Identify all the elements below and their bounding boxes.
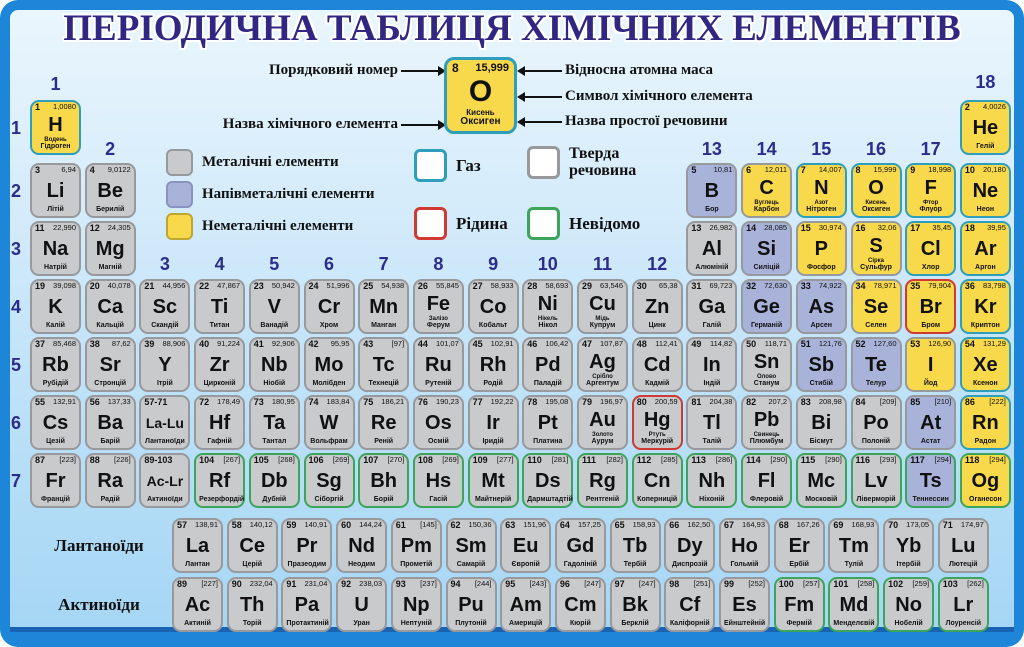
element-He: 2 4,0026 He Гелій xyxy=(960,100,1011,155)
element-Li: 3 6,94 Li Літій xyxy=(30,163,81,218)
element-Br: 35 79,904 Br Бром xyxy=(905,279,956,334)
element-Cl: 17 35,45 Cl Хлор xyxy=(905,221,956,276)
element-Xe: 54 131,29 Xe Ксенон xyxy=(960,337,1011,392)
element-Ta: 73 180,95 Ta Тантал xyxy=(249,395,300,450)
annotation-substance-name xyxy=(521,113,728,130)
legend-gas xyxy=(414,149,481,182)
element-Hg: 80 200,59 Hg Ртуть Меркурій xyxy=(632,395,683,450)
metal-label: Металічні елементи xyxy=(202,154,339,170)
element-Fr: 87 [223] Fr Францій xyxy=(30,453,81,508)
element-Hs: 108 [269] Hs Гасій xyxy=(413,453,464,508)
element-Fe: 26 55,845 Fe Залізо Ферум xyxy=(413,279,464,334)
gas-swatch-icon xyxy=(414,149,447,182)
element-Nd: 60 144,24 Nd Неодим xyxy=(336,518,387,573)
period-label-6: 6 xyxy=(10,413,21,433)
element-V: 23 50,942 V Ванадій xyxy=(249,279,300,334)
group-label-16: 16 xyxy=(865,139,887,159)
element-K: 19 39,098 K Калій xyxy=(30,279,81,334)
element-At: 85 [210] At Астат xyxy=(905,395,956,450)
element-I: 53 126,90 I Йод xyxy=(905,337,956,392)
period-label-4: 4 xyxy=(10,297,21,317)
element-Rf: 104 [267] Rf Резерфордій xyxy=(194,453,245,508)
element-Pu: 94 [244] Pu Плутоній xyxy=(446,577,497,632)
period-label-7: 7 xyxy=(10,471,21,491)
element-Ac: 89 [227] Ac Актиній xyxy=(172,577,223,632)
example-element-card xyxy=(444,57,517,134)
element-Pa: 91 231,04 Pa Протактиній xyxy=(281,577,332,632)
element-Fm: 100 [257] Fm Фермій xyxy=(774,577,825,632)
semimetal-swatch-icon xyxy=(166,181,193,208)
element-Cs: 55 132,91 Cs Цезій xyxy=(30,395,81,450)
element-Md: 101 [258] Md Менделєвій xyxy=(828,577,879,632)
substance-name-label: Назва простої речовини xyxy=(565,113,728,129)
element-Tc: 43 [97] Tc Технецій xyxy=(358,337,409,392)
element-Ni: 28 58,693 Ni Нікель Нікол xyxy=(522,279,573,334)
poster-title: ПЕРІОДИЧНА ТАБЛИЦЯ ХІМІЧНИХ ЕЛЕМЕНТІВ xyxy=(63,8,961,49)
lanthanides-label: Лантаноїди xyxy=(54,536,144,555)
atomic-mass-label: Відносна атомна маса xyxy=(565,62,714,78)
example-substance-name: Кисень xyxy=(466,107,495,117)
element-Mt: 109 [277] Mt Майтнерій xyxy=(468,453,519,508)
element-Ar: 18 39,95 Ar Аргон xyxy=(960,221,1011,276)
element-Rh: 45 102,91 Rh Родій xyxy=(468,337,519,392)
element-Pm: 61 [145] Pm Прометій xyxy=(391,518,442,573)
annotation-element-name xyxy=(223,116,442,133)
element-Ca: 20 40,078 Ca Кальцій xyxy=(85,279,136,334)
example-symbol: O xyxy=(468,74,493,108)
element-Sr: 38 87,62 Sr Стронцій xyxy=(85,337,136,392)
period-label-3: 3 xyxy=(10,239,21,259)
element-Er: 68 167,26 Er Ербій xyxy=(774,518,825,573)
element-Ac-Lr: 89-103 Ac-Lr Актиноїди xyxy=(139,453,190,508)
group-label-10: 10 xyxy=(537,254,558,274)
element-La: 57 138,91 La Лантан xyxy=(172,518,223,573)
legend-nonmetal xyxy=(166,213,353,240)
symbol-label: Символ хімічного елемента xyxy=(565,88,753,104)
element-Es: 99 [252] Es Ейнштейній xyxy=(719,577,770,632)
element-Po: 84 [209] Po Полоній xyxy=(851,395,902,450)
element-Rg: 111 [282] Rg Рентгеній xyxy=(577,453,628,508)
element-As: 33 74,922 As Арсен xyxy=(796,279,847,334)
element-F: 9 18,998 F Фтор Флуор xyxy=(905,163,956,218)
element-O: 8 15,999 O Кисень Оксиген xyxy=(851,163,902,218)
element-Ne: 10 20,180 Ne Неон xyxy=(960,163,1011,218)
example-element-name: Оксиген xyxy=(460,116,501,128)
element-Sm: 62 150,36 Sm Самарій xyxy=(446,518,497,573)
element-Nh: 113 [286] Nh Ніхоній xyxy=(686,453,737,508)
group-label-15: 15 xyxy=(811,139,832,159)
unknown-swatch-icon xyxy=(527,207,560,240)
solid-label: Тверда речовина xyxy=(569,145,637,179)
atomic-number-label: Порядковий номер xyxy=(269,62,398,78)
legend-semimetal xyxy=(166,181,375,208)
element-Eu: 63 151,96 Eu Європій xyxy=(500,518,551,573)
element-Ge: 32 72,630 Ge Германій xyxy=(741,279,792,334)
gas-label: Газ xyxy=(456,155,481,175)
element-Tm: 69 168,93 Tm Тулій xyxy=(828,518,879,573)
element-Zn: 30 65,38 Zn Цинк xyxy=(632,279,683,334)
element-Cu: 29 63,546 Cu Мідь Купрум xyxy=(577,279,628,334)
element-Ra: 88 [226] Ra Радій xyxy=(85,453,136,508)
semimetal-label: Напівметалічні елементи xyxy=(202,186,375,202)
element-In: 49 114,82 In Індій xyxy=(686,337,737,392)
element-Cr: 24 51,996 Cr Хром xyxy=(304,279,355,334)
group-label-7: 7 xyxy=(378,254,389,274)
group-label-9: 9 xyxy=(488,254,499,274)
element-Cf: 98 [251] Cf Каліфорній xyxy=(664,577,715,632)
element-Ds: 110 [281] Ds Дармштадтій xyxy=(522,453,573,508)
nonmetal-swatch-icon xyxy=(166,213,193,240)
element-Zr: 40 91,224 Zr Цирконій xyxy=(194,337,245,392)
element-La-Lu: 57-71 La-Lu Лантаноїди xyxy=(139,395,190,450)
element-Mo: 42 95,95 Mo Молібден xyxy=(304,337,355,392)
unknown-label: Невідомо xyxy=(569,213,641,233)
element-Pd: 46 106,42 Pd Паладій xyxy=(522,337,573,392)
element-Ho: 67 164,93 Ho Гольмій xyxy=(719,518,770,573)
element-Mn: 25 54,938 Mn Манган xyxy=(358,279,409,334)
element-Nb: 41 92,906 Nb Ніобій xyxy=(249,337,300,392)
arrow-right-icon xyxy=(401,70,439,72)
annotation-atomic-number xyxy=(269,62,442,79)
element-Lu: 71 174,97 Lu Лютецій xyxy=(938,518,989,573)
element-U: 92 238,03 U Уран xyxy=(336,577,387,632)
period-label-5: 5 xyxy=(10,355,21,375)
group-label-18: 18 xyxy=(975,72,996,92)
element-Ir: 77 192,22 Ir Іридій xyxy=(468,395,519,450)
group-label-3: 3 xyxy=(159,254,170,274)
element-B: 5 10,81 B Бор xyxy=(686,163,737,218)
element-Be: 4 9,0122 Be Берилій xyxy=(85,163,136,218)
annotation-symbol xyxy=(521,88,753,105)
arrow-left-icon xyxy=(524,96,562,98)
element-Au: 79 196,97 Au Золото Аурум xyxy=(577,395,628,450)
group-label-5: 5 xyxy=(269,254,280,274)
legend-liquid xyxy=(414,207,508,240)
legend-metal xyxy=(166,149,339,176)
element-Sg: 106 [269] Sg Сіборгій xyxy=(304,453,355,508)
element-H: 1 1,0080 H Водень Гідроген xyxy=(30,100,81,155)
group-label-6: 6 xyxy=(323,254,334,274)
element-name-label: Назва хімічного елемента xyxy=(222,116,398,132)
element-Cm: 96 [247] Cm Кюрій xyxy=(555,577,606,632)
element-N: 7 14,007 N Азот Нітроген xyxy=(796,163,847,218)
element-Tl: 81 204,38 Tl Талій xyxy=(686,395,737,450)
arrow-right-icon xyxy=(401,124,439,126)
group-label-12: 12 xyxy=(647,254,668,274)
element-Ba: 56 137,33 Ba Барій xyxy=(85,395,136,450)
period-label-1: 1 xyxy=(10,118,21,138)
example-atomic-mass: 15,999 xyxy=(475,62,509,74)
element-W: 74 183,84 W Вольфрам xyxy=(304,395,355,450)
element-Lr: 103 [262] Lr Лоуренсій xyxy=(938,577,989,632)
element-Al: 13 26,982 Al Алюміній xyxy=(686,221,737,276)
group-label-4: 4 xyxy=(214,254,225,274)
element-Ti: 22 47,867 Ti Титан xyxy=(194,279,245,334)
group-label-2: 2 xyxy=(105,139,116,159)
group-label-14: 14 xyxy=(756,139,777,159)
element-S: 16 32,06 S Сірка Сульфур xyxy=(851,221,902,276)
legend-unknown xyxy=(527,207,640,240)
element-Tb: 65 158,93 Tb Тербій xyxy=(610,518,661,573)
element-C: 6 12,011 C Вуглець Карбон xyxy=(741,163,792,218)
element-Na: 11 22,990 Na Натрій xyxy=(30,221,81,276)
element-Bh: 107 [270] Bh Борій xyxy=(358,453,409,508)
element-Os: 76 190,23 Os Осмій xyxy=(413,395,464,450)
element-Hf: 72 178,49 Hf Гафній xyxy=(194,395,245,450)
nonmetal-label: Неметалічні елементи xyxy=(202,218,354,234)
group-label-1: 1 xyxy=(50,74,61,94)
element-Ts: 117 [294] Ts Теннессин xyxy=(905,453,956,508)
element-Ag: 47 107,87 Ag Срібло Аргентум xyxy=(577,337,628,392)
group-label-13: 13 xyxy=(701,139,722,159)
element-Np: 93 [237] Np Нептуній xyxy=(391,577,442,632)
element-Pb: 82 207,2 Pb Свинець Плюмбум xyxy=(741,395,792,450)
element-Pr: 59 140,91 Pr Празеодим xyxy=(281,518,332,573)
element-Si: 14 28,085 Si Силіцій xyxy=(741,221,792,276)
element-Te: 52 127,60 Te Телур xyxy=(851,337,902,392)
element-Rb: 37 85,468 Rb Рубідій xyxy=(30,337,81,392)
liquid-label: Рідина xyxy=(456,213,508,233)
group-label-17: 17 xyxy=(920,139,941,159)
example-atomic-number: 8 xyxy=(452,61,459,75)
element-Y: 39 88,906 Y Ітрій xyxy=(139,337,190,392)
element-Yb: 70 173,05 Yb Ітербій xyxy=(883,518,934,573)
element-Kr: 36 83,798 Kr Криптон xyxy=(960,279,1011,334)
element-Co: 27 58,933 Co Кобальт xyxy=(468,279,519,334)
annotation-atomic-mass xyxy=(521,62,713,79)
element-Cn: 112 [285] Cn Коперницій xyxy=(632,453,683,508)
element-Re: 75 186,21 Re Реній xyxy=(358,395,409,450)
actinides-label: Актиноїди xyxy=(58,595,140,614)
element-Cd: 48 112,41 Cd Кадмій xyxy=(632,337,683,392)
element-Fl: 114 [290] Fl Флеровій xyxy=(741,453,792,508)
element-Am: 95 [243] Am Америцій xyxy=(500,577,551,632)
liquid-swatch-icon xyxy=(414,207,447,240)
element-Rn: 86 [222] Rn Радон xyxy=(960,395,1011,450)
element-Sc: 21 44,956 Sc Скандій xyxy=(139,279,190,334)
element-Se: 34 78,971 Se Селен xyxy=(851,279,902,334)
element-P: 15 30,974 P Фосфор xyxy=(796,221,847,276)
arrow-left-icon xyxy=(524,121,562,123)
legend-solid xyxy=(527,146,661,180)
element-Sb: 51 121,76 Sb Стибій xyxy=(796,337,847,392)
period-label-2: 2 xyxy=(10,181,21,201)
element-Og: 118 [294] Og Оганесон xyxy=(960,453,1011,508)
element-Bk: 97 [247] Bk Берклій xyxy=(610,577,661,632)
group-label-11: 11 xyxy=(592,254,613,274)
solid-swatch-icon xyxy=(527,146,560,179)
element-Th: 90 232,04 Th Торій xyxy=(227,577,278,632)
element-Lv: 116 [293] Lv Ліверморій xyxy=(851,453,902,508)
element-Sn: 50 118,71 Sn Олово Станум xyxy=(741,337,792,392)
metal-swatch-icon xyxy=(166,149,193,176)
arrow-left-icon xyxy=(524,70,562,72)
element-Mc: 115 [290] Mc Московій xyxy=(796,453,847,508)
element-Ru: 44 101,07 Ru Рутеній xyxy=(413,337,464,392)
element-Mg: 12 24,305 Mg Магній xyxy=(85,221,136,276)
group-label-8: 8 xyxy=(433,254,444,274)
element-Pt: 78 195,08 Pt Платина xyxy=(522,395,573,450)
element-Dy: 66 162,50 Dy Диспрозій xyxy=(664,518,715,573)
element-Gd: 64 157,25 Gd Гадоліній xyxy=(555,518,606,573)
element-Db: 105 [268] Db Дубній xyxy=(249,453,300,508)
element-No: 102 [259] No Нобелій xyxy=(883,577,934,632)
element-Bi: 83 208,98 Bi Бісмут xyxy=(796,395,847,450)
element-Ga: 31 69,723 Ga Галій xyxy=(686,279,737,334)
element-Ce: 58 140,12 Ce Церій xyxy=(227,518,278,573)
